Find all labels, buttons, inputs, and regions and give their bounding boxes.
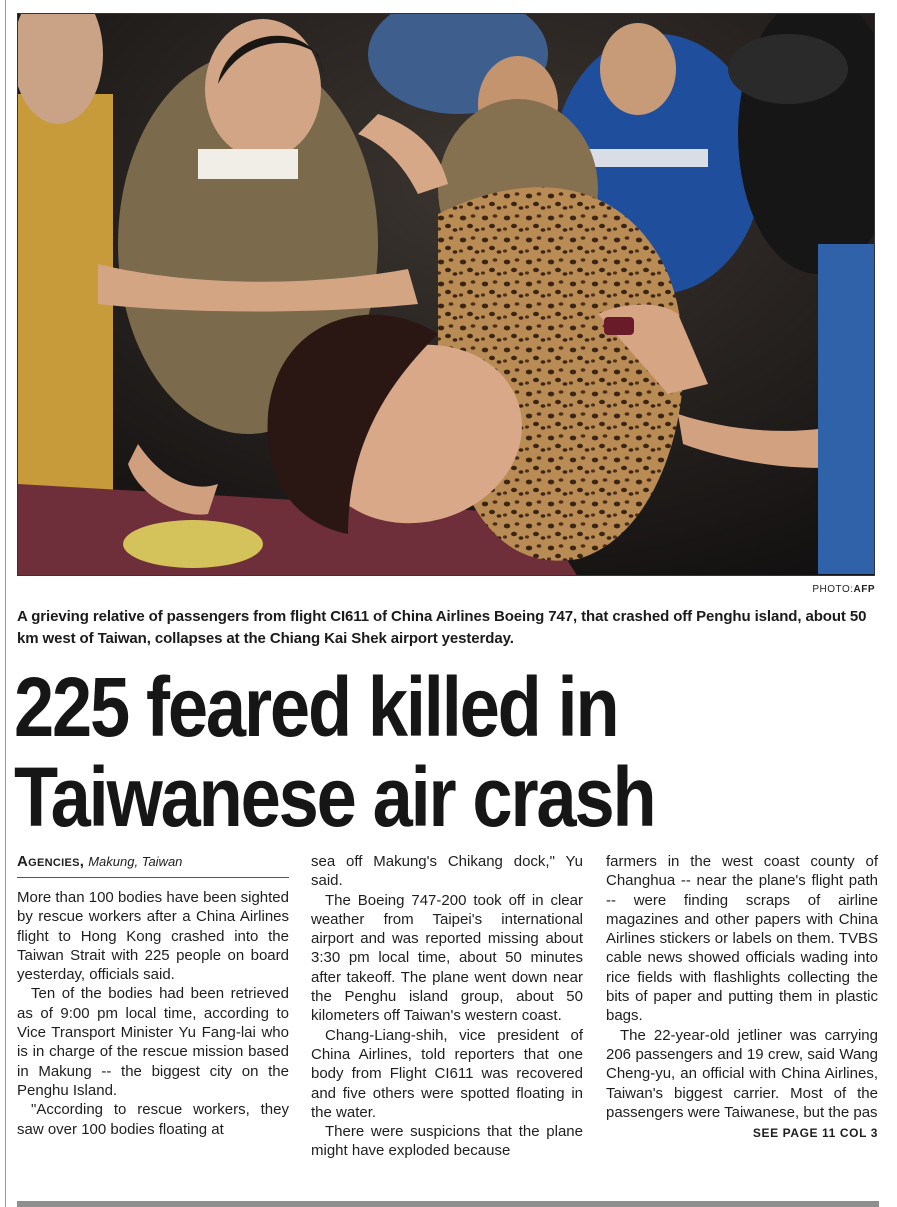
paragraph: The 22-year-old jetliner was carrying 206 passengers and 19 crew, said Wang Cheng-yu, an official with China Airlines, Taiwan's biggest carrier. Most of the passengers were Taiwanese, but the pas — [606, 1026, 878, 1121]
article-column-2 — [311, 852, 583, 1161]
byline-dateline: Makung, Taiwan — [88, 854, 183, 869]
paragraph: farmers in the west coast county of Changhua -- near the plane's flight path -- were finding scraps of airline magazines and other papers with China Airlines stickers or labels on them. TVBS cable news showed officials wading into rice fields with flashlights collecting the bits of paper and putting them in plastic bags. — [606, 853, 878, 1025]
news-photo — [17, 13, 875, 576]
page-left-rule — [5, 0, 6, 1207]
paragraph: The Boeing 747-200 took off in clear weather from Taipei's international airport and was reported missing about 3:30 pm local time, about 50 minutes after takeoff. The plane went down near the Penghu island group, about 50 kilometers off Taiwan's western coast. — [311, 891, 583, 1025]
byline — [17, 852, 289, 878]
headline-line-1: 225 feared killed in — [14, 660, 618, 754]
article-column-1 — [17, 852, 289, 1139]
photo-caption: A grieving relative of passengers from flight CI611 of China Airlines Boeing 747, that crashed off Penghu island, about 50 km west of Taiwan, collapses at the Chiang Kai Shek airport yesterday. — [17, 608, 867, 647]
photo-illustration — [18, 14, 875, 576]
page-bottom-rule — [17, 1201, 879, 1207]
photo-credit-source: AFP — [853, 584, 875, 595]
photo-credit-label: PHOTO: — [812, 584, 854, 595]
paragraph: "According to rescue workers, they saw over 100 bodies floating at — [17, 1101, 289, 1138]
photo-credit — [812, 584, 875, 595]
headline — [14, 662, 767, 842]
paragraph: More than 100 bodies have been sighted by rescue workers after a China Airlines flight to Hong Kong crashed into the Taiwan Strait with 225 people on board yesterday, officials said. — [17, 889, 289, 984]
paragraph: sea off Makung's Chikang dock," Yu said. — [311, 853, 583, 890]
continued-jump-link[interactable]: SEE PAGE 11 COL 3 — [752, 1126, 878, 1141]
article-column-3 — [606, 852, 878, 1143]
paragraph: Chang-Liang-shih, vice president of China Airlines, told reporters that one body from Flight CI611 was recovered and five others were spotted floating in the water. — [311, 1026, 583, 1121]
headline-line-2: Taiwanese air crash — [14, 750, 655, 844]
paragraph: Ten of the bodies had been retrieved as of 9:00 pm local time, according to Vice Transport Minister Yu Fang-lai who is in charge of the rescue mission based in Makung -- the biggest city on the Penghu Island. — [17, 985, 289, 1099]
byline-agency: Agencies, — [17, 853, 85, 870]
paragraph: There were suspicions that the plane might have exploded because — [311, 1123, 583, 1160]
